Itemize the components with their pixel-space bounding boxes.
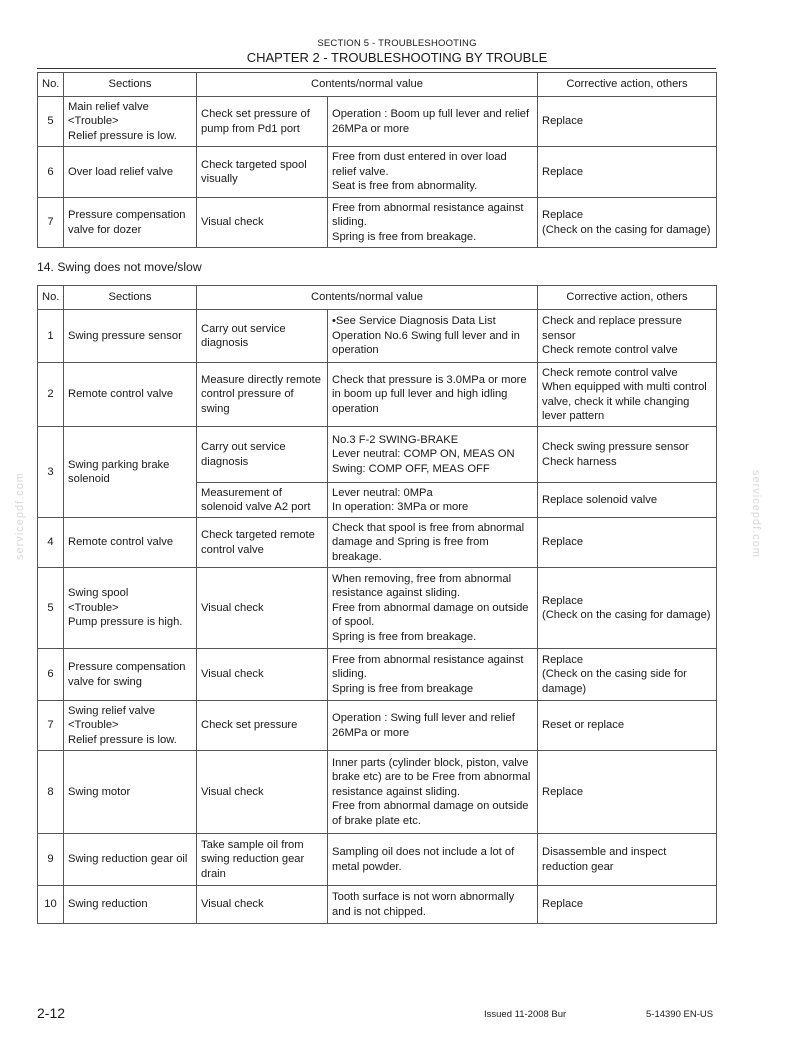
row-no: 5 [38, 568, 64, 649]
row-value: Tooth surface is not worn abnormally and is not chipped. [328, 886, 538, 924]
section-14-title: 14. Swing does not move/slow [37, 260, 202, 274]
row-value: No.3 F-2 SWING-BRAKE Lever neutral: COMP ON, MEAS ON Swing: COMP OFF, MEAS OFF [328, 427, 538, 483]
row-no: 7 [38, 198, 64, 248]
row-section: Swing motor [64, 751, 197, 834]
row-check: Check set pressure of pump from Pd1 port [197, 97, 328, 147]
row-section: Swing pressure sensor [64, 310, 197, 363]
row-action: Replace solenoid valve [538, 483, 717, 518]
row-value: Free from abnormal resistance against sliding. Spring is free from breakage [328, 649, 538, 701]
watermark-right: servicepdf.com [750, 470, 762, 558]
issue-info: Issued 11-2008 Bur [484, 1009, 567, 1020]
row-section: Swing reduction [64, 886, 197, 924]
table-row [38, 701, 717, 751]
col-header-sections: Sections [64, 286, 197, 310]
row-value: Operation : Boom up full lever and relief 26MPa or more [328, 97, 538, 147]
row-check: Visual check [197, 198, 328, 248]
row-section: Main relief valve <Trouble> Relief pressure is low. [64, 97, 197, 147]
row-value: Lever neutral: 0MPa In operation: 3MPa or more [328, 483, 538, 518]
table-row [38, 568, 717, 649]
row-check: Check targeted remote control valve [197, 518, 328, 568]
table-row [38, 518, 717, 568]
col-header-sections: Sections [64, 73, 197, 97]
table-row [38, 310, 717, 363]
row-value: •See Service Diagnosis Data List Operation No.6 Swing full lever and in operation [328, 310, 538, 363]
row-value: Free from abnormal resistance against sliding. Spring is free from breakage. [328, 198, 538, 248]
row-section: Pressure compensation valve for swing [64, 649, 197, 701]
row-check: Visual check [197, 568, 328, 649]
row-action: Reset or replace [538, 701, 717, 751]
row-action: Check swing pressure sensor Check harness [538, 427, 717, 483]
row-check: Visual check [197, 751, 328, 834]
row-check: Check targeted spool visually [197, 147, 328, 198]
row-no: 7 [38, 701, 64, 751]
table-row [38, 834, 717, 886]
row-no: 3 [38, 427, 64, 518]
row-no: 8 [38, 751, 64, 834]
trouble-table-relief [37, 72, 717, 248]
row-section: Swing spool <Trouble> Pump pressure is high. [64, 568, 197, 649]
row-action: Replace [538, 518, 717, 568]
document-code: 5-14390 EN-US [646, 1009, 714, 1020]
row-no: 6 [38, 147, 64, 198]
col-header-action: Corrective action, others [538, 73, 717, 97]
chapter-title: CHAPTER 2 - TROUBLESHOOTING BY TROUBLE [246, 50, 548, 65]
section-header: SECTION 5 - TROUBLESHOOTING [317, 38, 477, 49]
row-action: Replace (Check on the casing for damage) [538, 568, 717, 649]
col-header-contents: Contents/normal value [197, 286, 538, 310]
col-header-action: Corrective action, others [538, 286, 717, 310]
row-value: When removing, free from abnormal resistance against sliding. Free from abnormal damage on outside of spool. Spring is free from breakage. [328, 568, 538, 649]
row-check: Carry out service diagnosis [197, 427, 328, 483]
row-check: Measure directly remote control pressure of swing [197, 363, 328, 427]
row-no: 6 [38, 649, 64, 701]
row-value: Check that pressure is 3.0MPa or more in boom up full lever and high idling operation [328, 363, 538, 427]
table-header-row [38, 73, 717, 97]
trouble-table-swing [37, 285, 717, 924]
row-section: Swing parking brake solenoid [64, 427, 197, 518]
col-header-no: No. [38, 73, 64, 97]
row-no: 4 [38, 518, 64, 568]
page-number: 2-12 [37, 1005, 66, 1021]
row-action: Check and replace pressure sensor Check remote control valve [538, 310, 717, 363]
row-action: Replace (Check on the casing side for damage) [538, 649, 717, 701]
row-action: Replace (Check on the casing for damage) [538, 198, 717, 248]
row-value: Inner parts (cylinder block, piston, valve brake etc) are to be Free from abnormal resistance against sliding. Free from abnormal damage on outside of brake plate etc. [328, 751, 538, 834]
row-action: Check remote control valve When equipped with multi control valve, check it while changing lever pattern [538, 363, 717, 427]
row-no: 1 [38, 310, 64, 363]
row-value: Operation : Swing full lever and relief 26MPa or more [328, 701, 538, 751]
col-header-no: No. [38, 286, 64, 310]
row-check: Visual check [197, 886, 328, 924]
row-section: Remote control valve [64, 363, 197, 427]
row-value: Sampling oil does not include a lot of metal powder. [328, 834, 538, 886]
row-check: Check set pressure [197, 701, 328, 751]
table-row [38, 198, 717, 248]
row-section: Swing reduction gear oil [64, 834, 197, 886]
row-no: 10 [38, 886, 64, 924]
row-action: Replace [538, 147, 717, 198]
row-check: Carry out service diagnosis [197, 310, 328, 363]
table-row [38, 147, 717, 198]
row-action: Replace [538, 751, 717, 834]
row-no: 9 [38, 834, 64, 886]
row-section: Pressure compensation valve for dozer [64, 198, 197, 248]
header-rule [37, 68, 716, 69]
row-section: Swing relief valve <Trouble> Relief pressure is low. [64, 701, 197, 751]
table-row [38, 97, 717, 147]
row-no: 2 [38, 363, 64, 427]
row-value: Free from dust entered in over load relief valve. Seat is free from abnormality. [328, 147, 538, 198]
row-action: Replace [538, 886, 717, 924]
table-row [38, 886, 717, 924]
table-row [38, 363, 717, 427]
col-header-contents: Contents/normal value [197, 73, 538, 97]
row-section: Remote control valve [64, 518, 197, 568]
table-row [38, 751, 717, 834]
row-value: Check that spool is free from abnormal damage and Spring is free from breakage. [328, 518, 538, 568]
table-row [38, 427, 717, 483]
row-no: 5 [38, 97, 64, 147]
watermark-left: servicepdf.com [14, 472, 26, 560]
row-action: Disassemble and inspect reduction gear [538, 834, 717, 886]
row-action: Replace [538, 97, 717, 147]
row-check: Visual check [197, 649, 328, 701]
row-section: Over load relief valve [64, 147, 197, 198]
row-check: Measurement of solenoid valve A2 port [197, 483, 328, 518]
table-header-row [38, 286, 717, 310]
table-row [38, 649, 717, 701]
row-check: Take sample oil from swing reduction gear drain [197, 834, 328, 886]
